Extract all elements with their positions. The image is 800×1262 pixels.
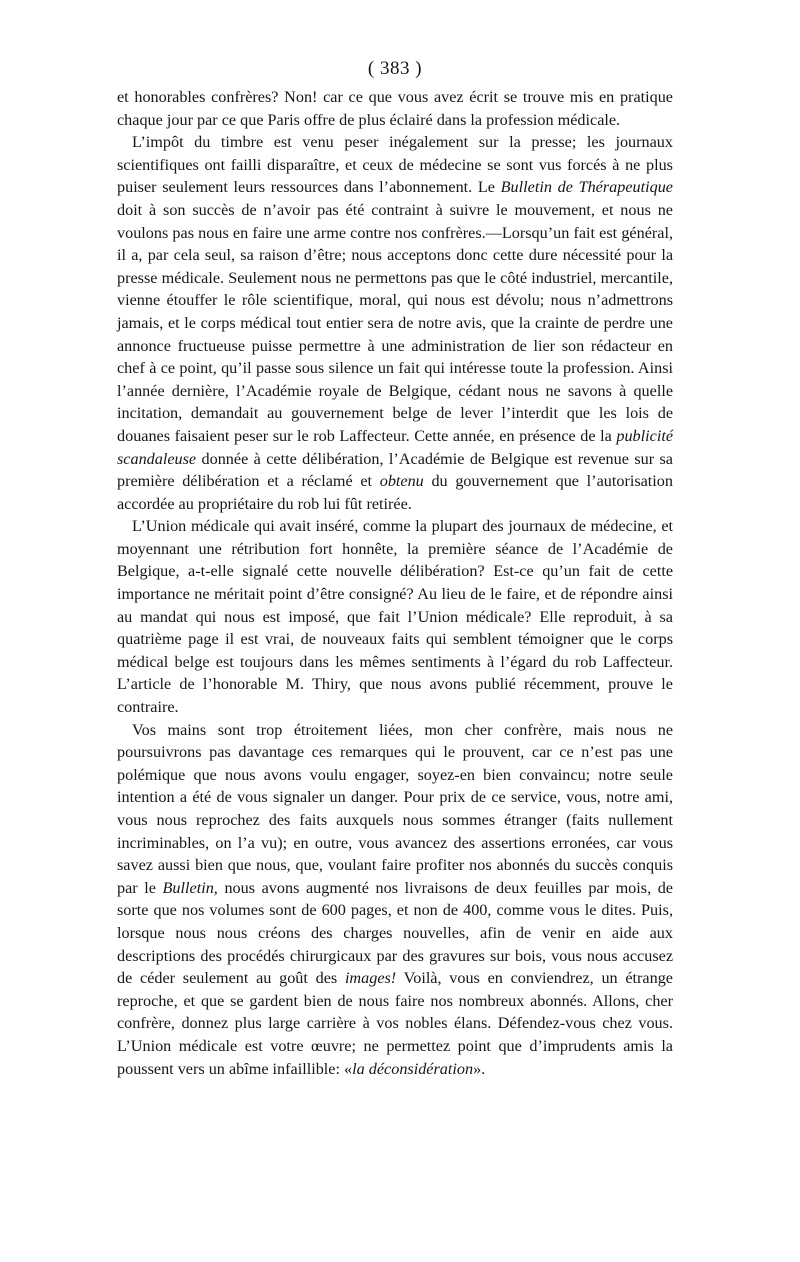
italic-text: la déconsidération [352,1059,474,1078]
text-run: ». [473,1059,486,1078]
paragraph [117,515,673,718]
italic-text: Bulletin [162,878,214,897]
paragraph [117,86,673,131]
text-run: Voilà, vous en conviendrez, un étrange reproche, et que se gardent bien de nous faire nos nombreux abonnés. Allons, cher confrère, donnez plus large carrière à vos nobles élans. Défendez-vous chez vous. L’Union médicale est votre œuvre; ne permettez point que d’imprudents amis la poussent vers un abîme infaillible: « [117,969,673,1078]
body-text [117,86,673,1080]
text-run: donnée à cette délibération, l’Académie de Belgique est revenue sur sa première délibération et a réclamé et [117,449,673,491]
text-run: et honorables confrères? Non! car ce que vous avez écrit se trouve mis en pratique chaque jour par ce que Paris offre de plus éclairé dans la profession médicale. [117,88,673,129]
text-run: L’impôt du timbre est venu peser inégalement sur la presse; les journaux scientifiques ont failli disparaître, et ceux de médecine se sont vus forcés à ne plus puiser seulement leurs ressources dans l’abonnement. Le [117,133,673,197]
text-run: Vos mains sont trop étroitement liées, mon cher confrère, mais nous ne poursuivrons pas davantage ces remarques qui le prouvent, car ce n’est pas une polémique que nous avons voulu engager, soyez-en bien convaincu; notre seule intention a été de vous signaler un danger. Pour prix de ce service, vous, notre ami, vous nous reprochez des faits auxquels nous sommes étranger (faits nullement incriminables, on l’a vu); en outre, vous avancez des assertions erronées, car vous savez aussi bien que nous, que, voulant faire profiter nos abonnés du succès conquis par le [117,720,673,897]
paragraph [117,131,673,515]
italic-text: Bulletin de Thérapeutique [500,178,673,197]
text-run: doit à son succès de n’avoir pas été contraint à suivre le mouvement, et nous ne voulons pas nous en faire une arme contre nos confrères.—Lorsqu’un fait est général, il a, par cela seul, sa raison d’être; nous acceptons donc cette dure nécessité pour la presse médicale. Seulement nous ne permettons pas que le côté industriel, mercantile, vienne étouffer le rôle scientifique, moral, qui nous est dévolu; nous n’admettrons jamais, et le corps médical tout entier sera de notre avis, que la crainte de perdre une annonce fructueuse puisse permettre à une administration de lier son rédacteur en chef à ce point, qu’il passe sous silence un fait qui intéresse toute la profession. Ainsi l’année dernière, l’Académie royale de Belgique, cédant nous ne savons à quelle incitation, demandait au gouvernement belge de lever l’interdit que les lois de douanes faisaient peser sur le rob Laffecteur. Cette année, en présence de la [117,200,673,445]
text-run: L’Union médicale qui avait inséré, comme la plupart des journaux de médecine, et moyennant une rétribution fort honnête, la première séance de l’Académie de Belgique, a-t-elle signalé cette nouvelle délibération? Est-ce qu’un fait de cette importance ne méritait point d’être consigné? Au lieu de le faire, et de répondre ainsi au mandat qui nous est imposé, que fait l’Union médicale? Elle reproduit, à sa quatrième page il est vrai, de nouveaux faits qui semblent témoigner que le corps médical belge est toujours dans les mêmes sentiments à l’égard du rob Laffecteur. L’article de l’honorable M. Thiry, que nous avons publié récemment, prouve le contraire. [117,517,673,717]
italic-text: obtenu [379,472,424,491]
paragraph [117,719,673,1081]
text-run: , nous avons augmenté nos livraisons de deux feuilles par mois, de sorte que nos volumes sont de 600 pages, et non de 400, comme vous le dites. Puis, lorsque nous nous créons des charges nouvelles, afin de venir en aide aux descriptions des procédés chirurgicaux par des gravures sur bois, vous nous accusez de céder seulement au goût des [117,878,673,988]
page-number: ( 383 ) [367,58,423,79]
italic-text: publicité scandaleuse [117,426,673,468]
italic-text: images! [344,969,397,988]
text-run: du gouvernement que l’autorisation accordée au propriétaire du rob lui fût retirée. [117,472,673,513]
document-page [117,56,673,1080]
